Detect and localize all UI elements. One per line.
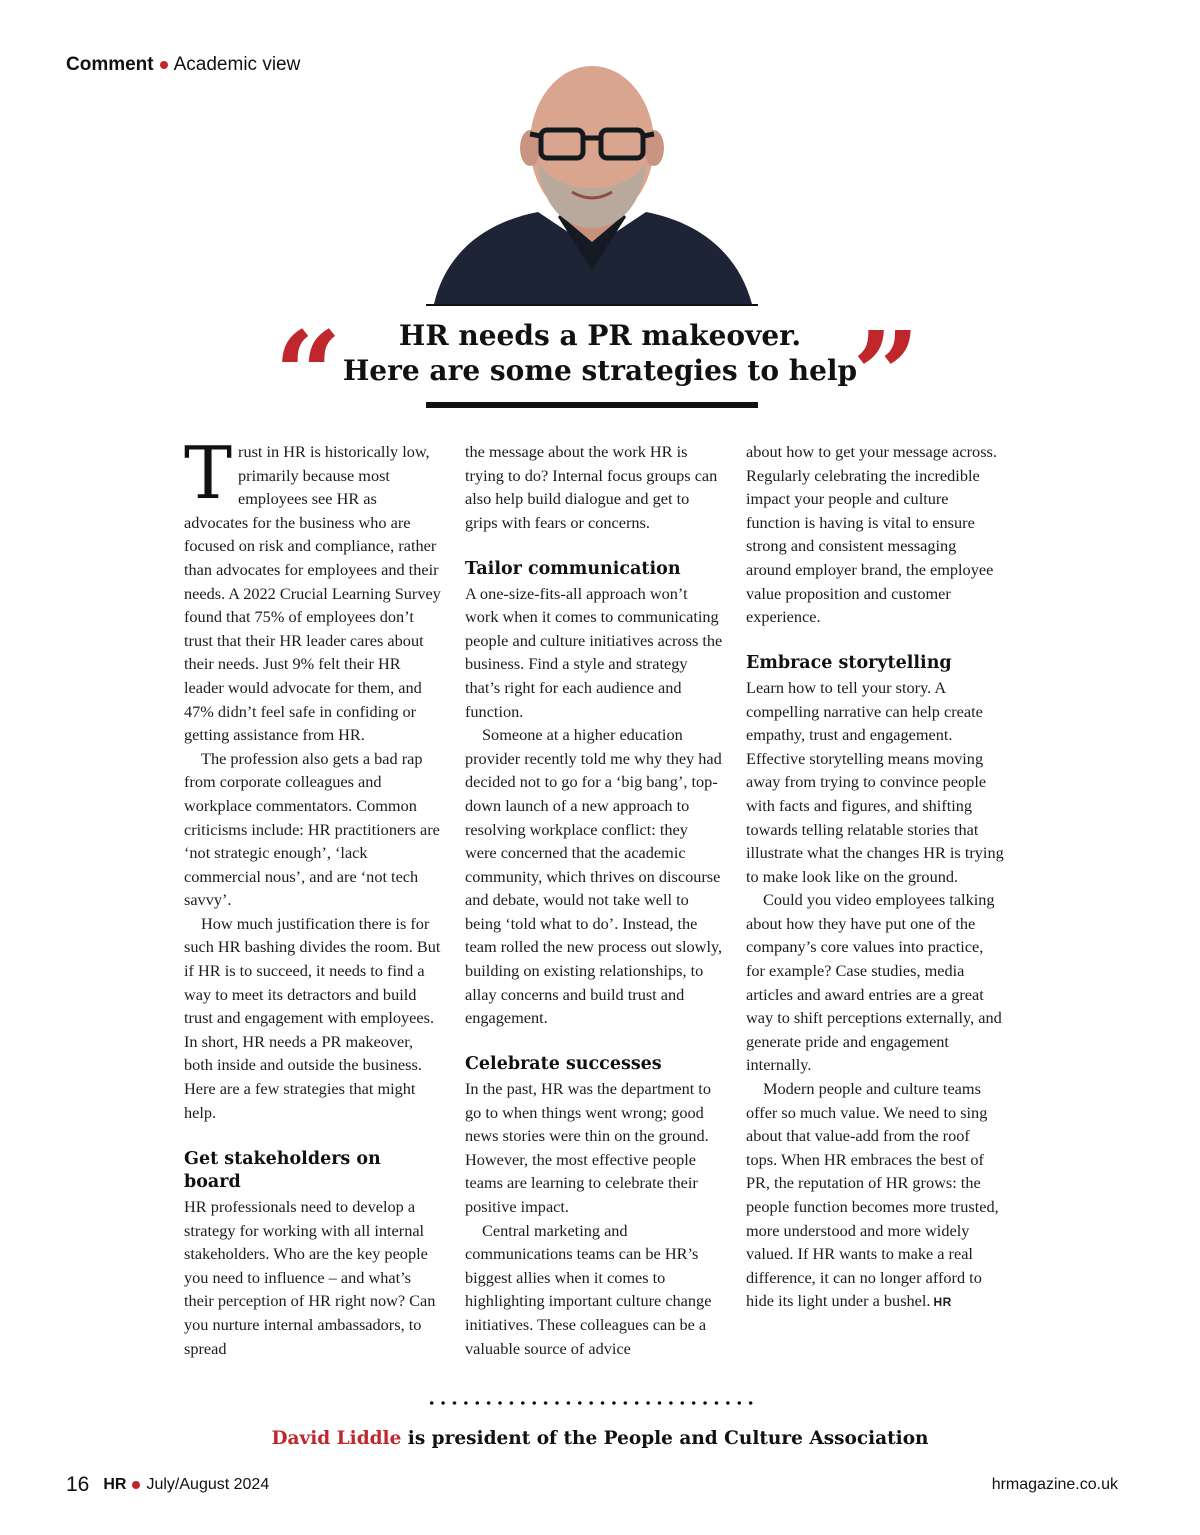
article-paragraph: the message about the work HR is trying to do? Internal focus groups can also help build dialogue and get to grips with fears or concerns.: [465, 442, 718, 532]
author-name: David Liddle: [271, 1428, 402, 1449]
article-column-3: [746, 440, 1004, 1315]
article-paragraph: How much justification there is for such HR bashing divides the room. But if HR is to succeed, it needs to find a way to meet its detractors and build trust and engagement with employees. In short, HR needs a PR makeover, both inside and outside the business. Here are a few strategies that might help.: [184, 913, 441, 1122]
subheading-storytelling: Embrace storytelling: [746, 653, 952, 674]
article-paragraph: Modern people and culture teams offer so much value. We need to sing about that value-add from the roof tops. When HR embraces the best of PR, the reputation of HR grows: the people function becomes more trusted, more understood and more widely valued. If HR wants to make a real difference, it can no longer afford to hide its light under a bushel. HR: [746, 1079, 999, 1311]
website-link[interactable]: hrmagazine.co.uk: [991, 1476, 1118, 1493]
open-quote-icon: “: [274, 305, 342, 444]
pull-headline: [270, 305, 930, 444]
close-quote-icon: ”: [852, 305, 920, 444]
end-mark: HR: [933, 1295, 952, 1310]
headline-text: [330, 318, 870, 388]
article-column-1: [184, 431, 442, 1360]
subheading-stakeholders: Get stakeholders on board: [184, 1148, 381, 1193]
subsection-label: Academic view: [173, 54, 301, 75]
page-number: 16: [66, 1473, 90, 1496]
article-paragraph: The profession also gets a bad rap from corporate colleagues and workplace commentators. Common criticisms include: HR practitioners are ‘not strategic enough’, ‘lack commercial nous’, and are ‘not tech savvy’.: [184, 748, 440, 910]
article-paragraph: about how to get your message across. Regularly celebrating the incredible impact your people and culture function is having is vital to ensure strong and consistent messaging around employer brand, the employee value proposition and customer experience.: [746, 442, 997, 627]
author-bio: is president of the People and Culture Association: [401, 1428, 929, 1449]
magazine-name: HR: [103, 1476, 127, 1493]
subheading-communication: Tailor communication: [465, 558, 681, 579]
author-portrait: [426, 52, 758, 306]
dotted-divider: [426, 1400, 758, 1406]
article-paragraph: Someone at a higher education provider recently told me why they had decided not to go for a ‘big bang’, top-down launch of a new approach to resolving workplace conflict: they were concerned that the academic community, which thrives on discourse and debate, would not take well to being ‘told what to do’. Instead, the team rolled the new process out slowly, building on existing relationships, to allay concerns and build trust and engagement.: [465, 725, 723, 1028]
headline-line-1: HR needs a PR makeover.: [398, 319, 802, 352]
section-label: Comment: [66, 54, 154, 75]
article-column-2: [465, 440, 723, 1360]
article-paragraph: HR professionals need to develop a strategy for working with all internal stakeholders. Who are the key people you need to influence – and what’s their perception of HR right now? Can you nurture internal ambassadors, to spread: [184, 1197, 436, 1358]
subheading-successes: Celebrate successes: [465, 1054, 662, 1075]
article-paragraph: Central marketing and communications teams can be HR’s biggest allies when it comes to highlighting important culture change initiatives. These colleagues can be a valuable source of advice: [465, 1220, 712, 1358]
headline-rule: [426, 402, 758, 408]
page-footer: [66, 1470, 1118, 1500]
headline-line-2: Here are some strategies to help: [342, 354, 858, 387]
article-paragraph: Trust in HR is historically low, primarily because most employees see HR as advocates for the business who are focused on risk and compliance, rather than advocates for employees and their needs. A 2022 Crucial Learning Survey found that 75% of employees don’t trust that their HR leader cares about their needs. Just 9% felt their HR leader would advocate for them, and 47% didn’t feel safe in confiding or getting assistance from HR.: [184, 431, 441, 745]
drop-cap: T: [184, 431, 233, 515]
red-dot-icon: [160, 61, 168, 69]
article-paragraph: A one-size-fits-all approach won’t work when it comes to communicating people and culture initiatives across the business. Find a style and strategy that’s right for each audience and function.: [465, 583, 723, 721]
article-paragraph: In the past, HR was the department to go to when things went wrong; good news stories were thin on the ground. However, the most effective people teams are learning to celebrate their positive impact.: [465, 1079, 711, 1216]
red-dot-icon: [132, 1481, 140, 1489]
issue-date: July/August 2024: [146, 1476, 270, 1493]
article-paragraph: Could you video employees talking about how they have put one of the company’s core values into practice, for example? Case studies, media articles and award entries are a great way to shift perceptions externally, and generate pride and engagement internally.: [746, 890, 1002, 1075]
article-paragraph: Learn how to tell your story. A compelling narrative can help create empathy, trust and engagement. Effective storytelling means moving away from trying to convince people with facts and figures, and shifting towards telling relatable stories that illustrate what the changes HR is trying to make look like on the ground.: [746, 677, 1004, 886]
section-kicker: [66, 54, 300, 76]
author-byline: [0, 1428, 1200, 1449]
